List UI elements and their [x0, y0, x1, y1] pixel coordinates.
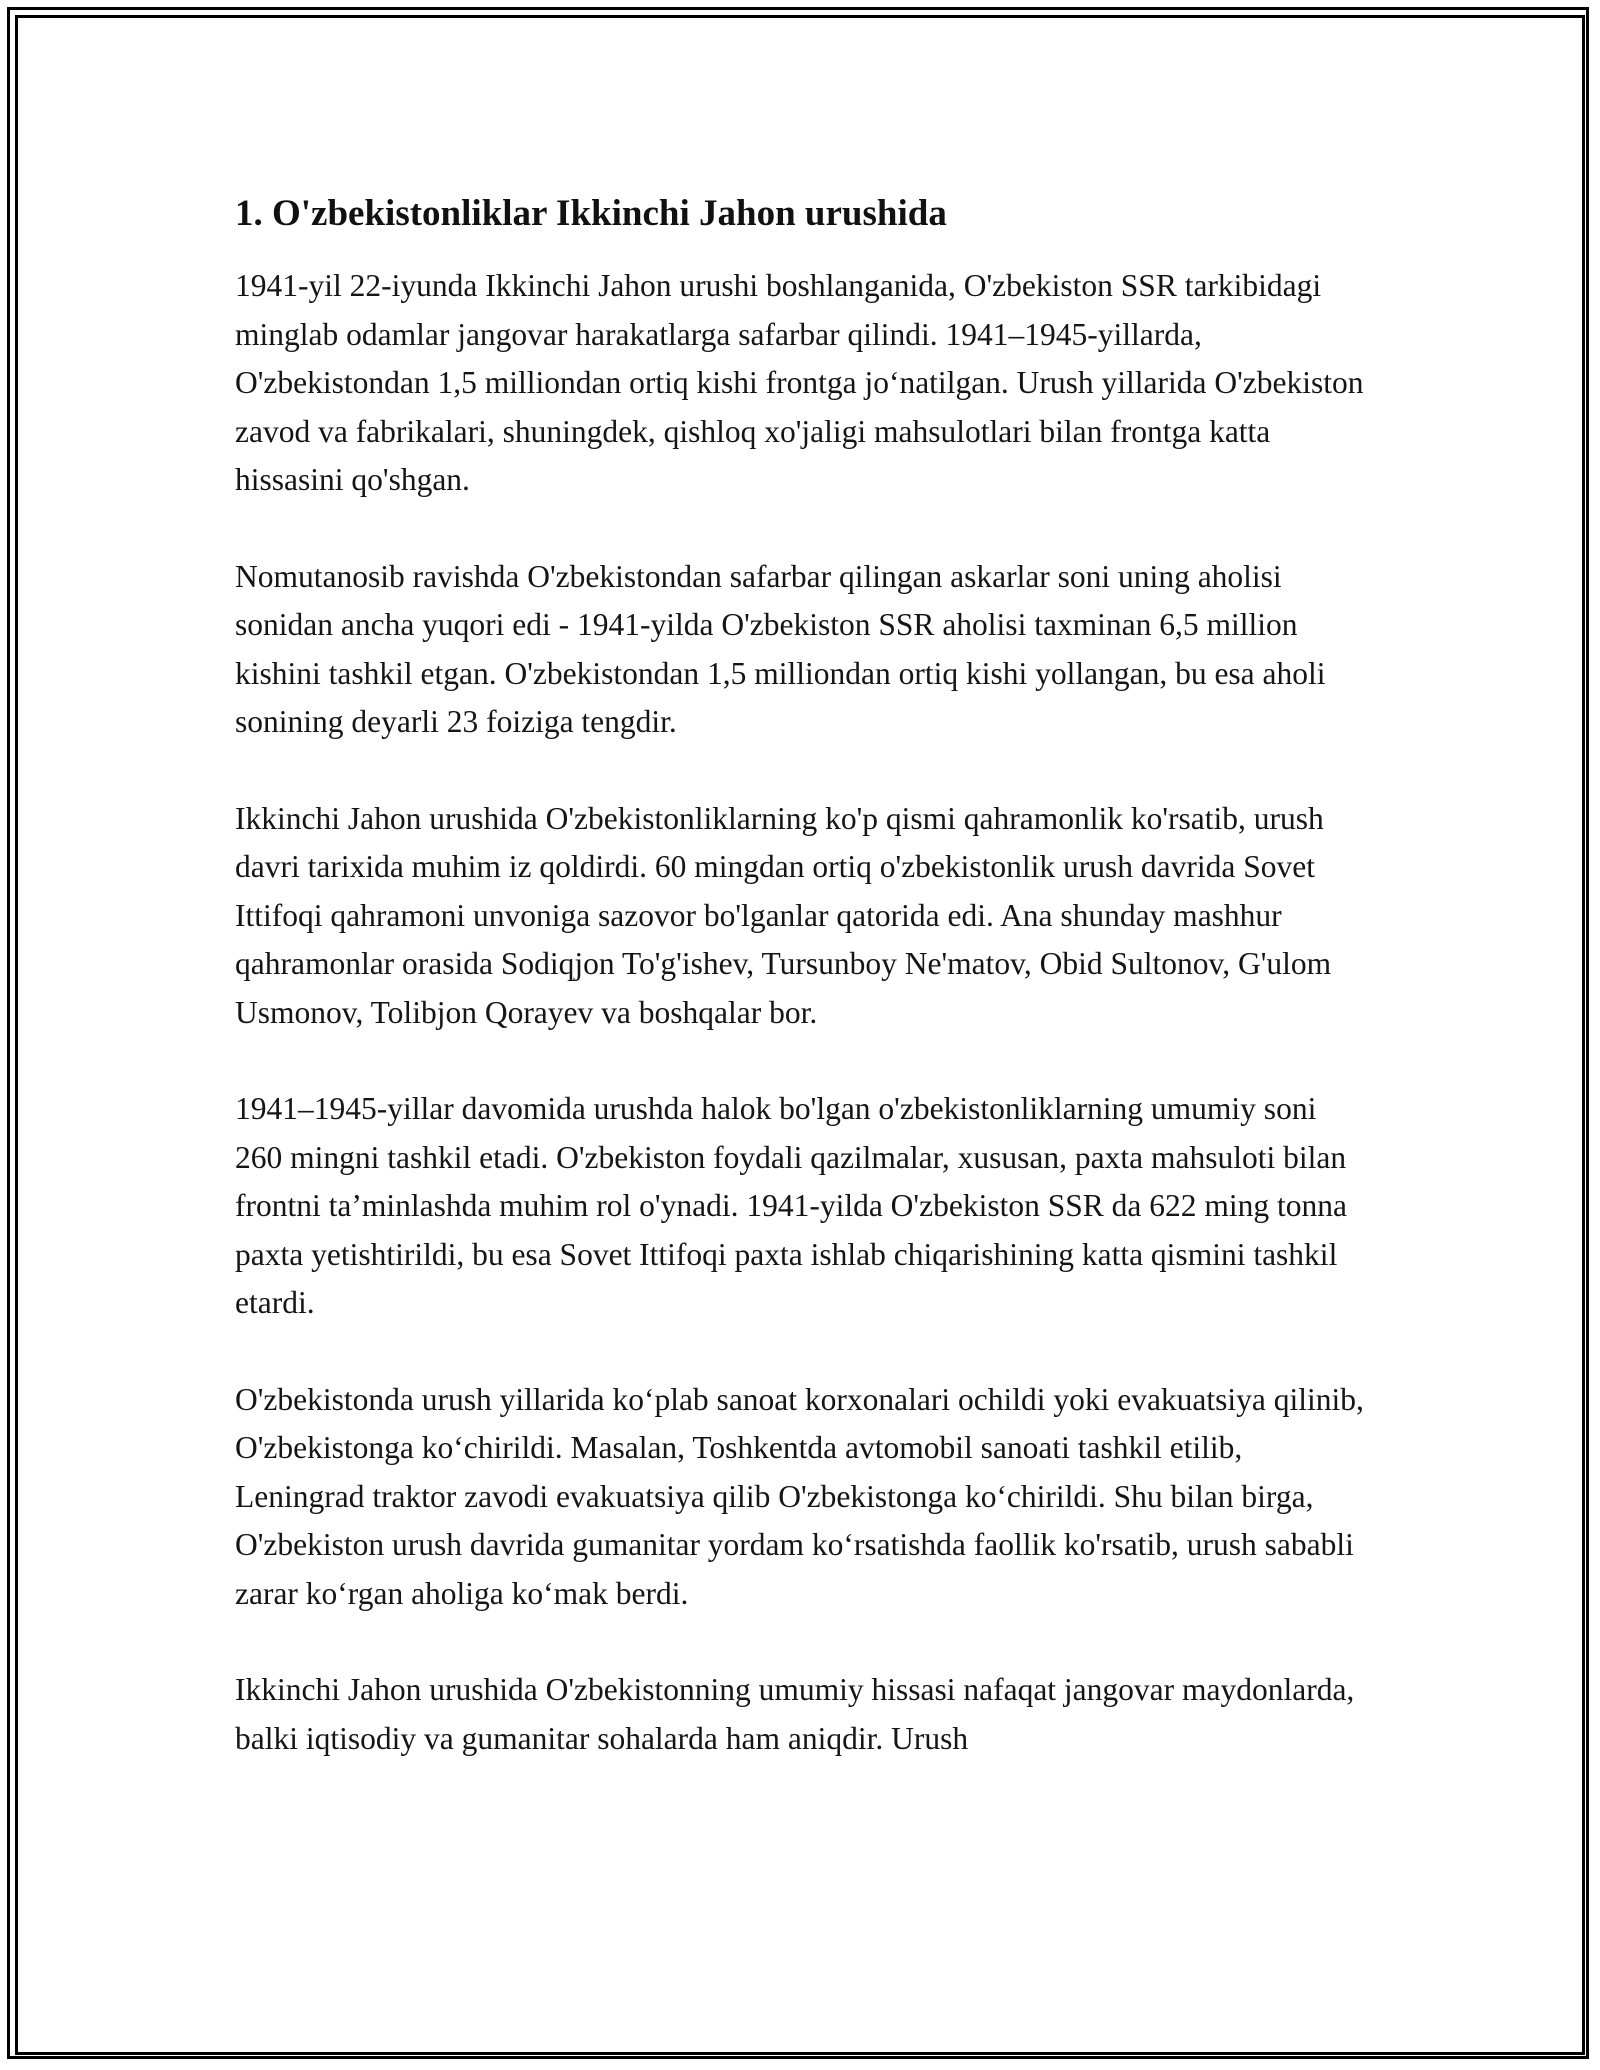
paragraph-6: Ikkinchi Jahon urushida O'zbekistonning umumiy hissasi nafaqat jangovar maydonlarda, balki iqtisodiy va gumanitar sohalarda ham aniqdir. Urush: [235, 1672, 1355, 1756]
paragraph-3: Ikkinchi Jahon urushida O'zbekistonliklarning ko'p qismi qahramonlik ko'rsatib, urush davri tarixida muhim iz qoldirdi. 60 mingdan ortiq o'zbekistonlik urush davrida Sovet Ittifoqi qahramoni unvoniga sazovor bo'lganlar qatorida edi. Ana shunday mashhur qahramonlar orasida Sodiqjon To'g'ishev, Tursunboy Ne'matov, Obid Sultonov, G'ulom Usmonov, Tolibjon Qorayev va boshqalar bor.: [235, 800, 1332, 1030]
paragraph-2: Nomutanosib ravishda O'zbekistondan safarbar qilingan askarlar soni uning aholisi sonidan ancha yuqori edi - 1941-yilda O'zbekiston SSR aholisi taxminan 6,5 million kishini tashkil etgan. O'zbekistondan 1,5 milliondan ortiq kishi yollangan, bu esa aholi sonining deyarli 23 foiziga tengdir.: [235, 558, 1326, 739]
paragraph-4: 1941–1945-yillar davomida urushda halok bo'lgan o'zbekistonliklarning umumiy soni 260 mingni tashkil etadi. O'zbekiston foydali qazilmalar, xususan, paxta mahsuloti bilan frontni ta’minlashda muhim rol o'ynadi. 1941-yilda O'zbekiston SSR da 622 ming tonna paxta yetishtirildi, bu esa Sovet Ittifoqi paxta ishlab chiqarishining katta qismini tashkil etardi.: [235, 1091, 1347, 1320]
document-body: [235, 188, 1370, 1811]
paragraph-5: O'zbekistonda urush yillarida ko‘plab sanoat korxonalari ochildi yoki evakuatsiya qilinib, O'zbekistonga ko‘chirildi. Masalan, Toshkentda avtomobil sanoati tashkil etilib, Leningrad traktor zavodi evakuatsiya qilib O'zbekistonga ko‘chirildi. Shu bilan birga, O'zbekiston urush davrida gumanitar yordam ko‘rsatishda faollik ko'rsatib, urush sababli zarar ko‘rgan aholiga ko‘mak berdi.: [235, 1381, 1364, 1611]
section-heading: 1. O'zbekistonliklar Ikkinchi Jahon urushida: [235, 193, 947, 234]
paragraph-1: 1941-yil 22-iyunda Ikkinchi Jahon urushi boshlanganida, O'zbekiston SSR tarkibidagi minglab odamlar jangovar harakatlarga safarbar qilindi. 1941–1945-yillarda, O'zbekistondan 1,5 milliondan ortiq kishi frontga jo‘natilgan. Urush yillarida O'zbekiston zavod va fabrikalari, shuningdek, qishloq xo'jaligi mahsulotlari bilan frontga katta hissasini qo'shgan.: [235, 268, 1364, 497]
